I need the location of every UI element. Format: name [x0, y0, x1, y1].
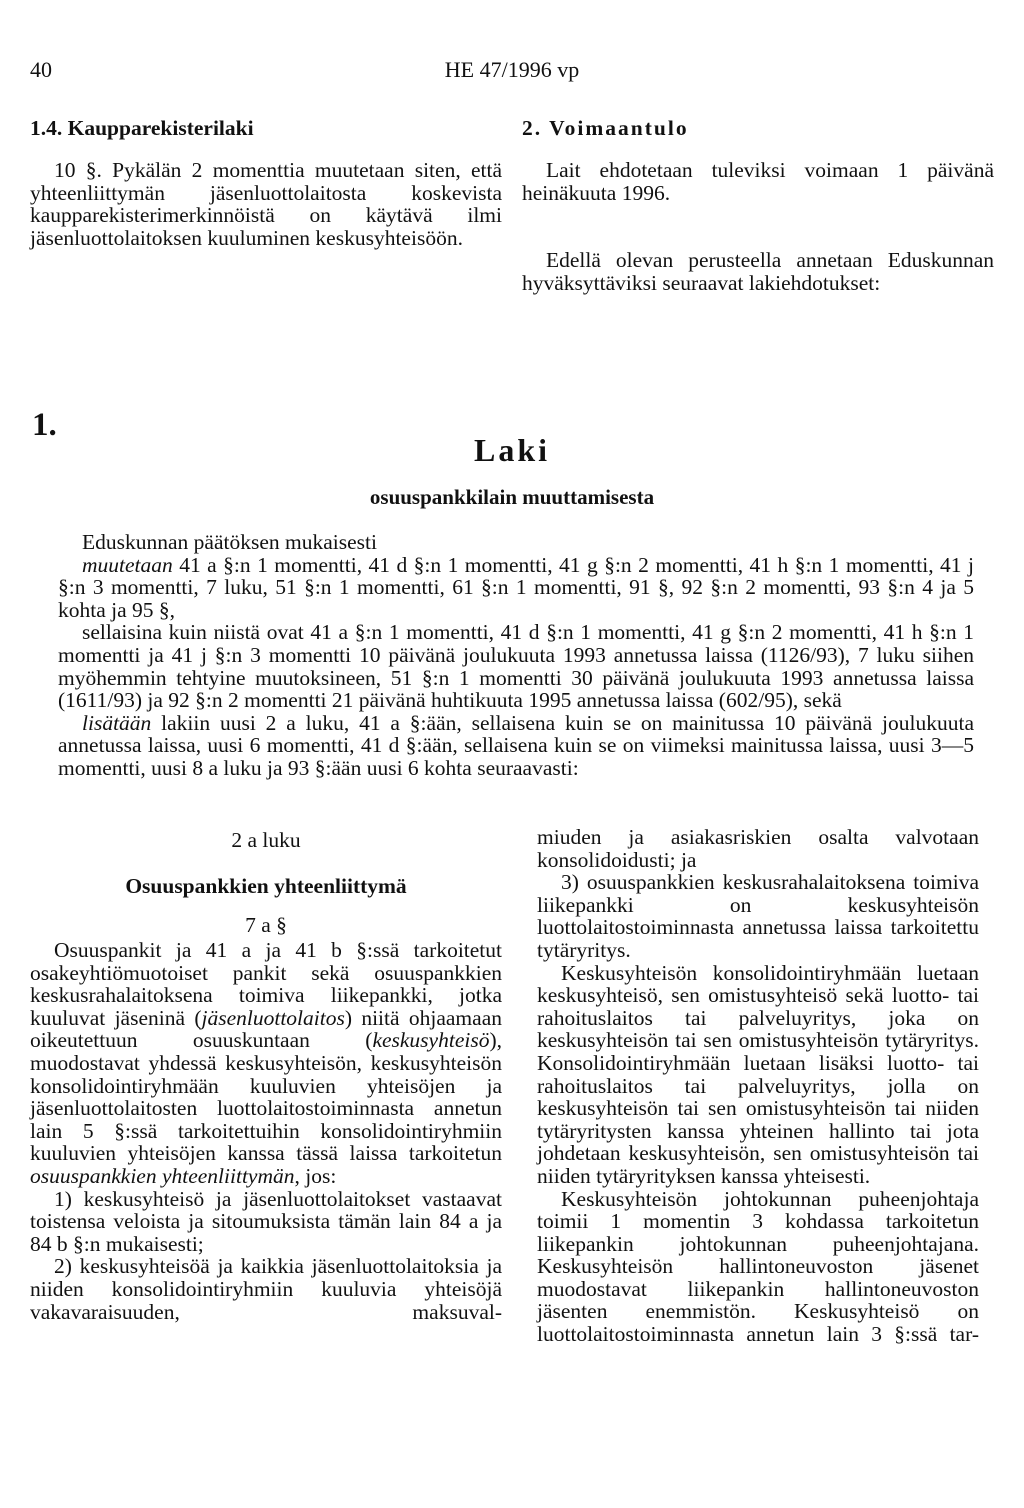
- law-number: 1.: [32, 407, 57, 443]
- p1-term-yhteenliittyma: osuuspankkien yhteenliittymän: [30, 1163, 295, 1188]
- muutetaan-word: muutetaan: [82, 552, 173, 577]
- list-item-2: 2) keskusyhteisöä ja kaikkia jäsenluottolaitoksia ja niiden konsolidointiryhmiin kuuluvia yhteisöjä vakavaraisuuden, maksuval-: [30, 1254, 502, 1324]
- lisataan-word: lisätään: [82, 710, 152, 735]
- section-paragraph-2: Keskusyhteisön konsolidointiryhmään luetaan keskusyhteisö, sen omistusyhteisö sekä luotto- tai rahoituslaitos tai palveluyritys, joka on keskusyhteisön tai sen omistusyhteisön tytäryritys. Konsolidointiryhmään luetaan lisäksi luotto- tai rahoituslaitos tai palveluyritys, jolla on keskusyhteisön tai sen omistusyhteisön tai niiden tytäryritysten kanssa yhteinen hallinto tai jota johdetaan keskusyhteisön, sen omistusyhteisön tai niiden tytäryrityksen kanssa yhteisesti.: [537, 960, 979, 1188]
- page-number: 40: [30, 57, 52, 82]
- paragraph-text: Edellä olevan perusteella annetaan Eduskunnan hyväksyttäviksi seuraavat lakiehdotukset:: [522, 248, 994, 295]
- section-paragraph-3: Keskusyhteisön johtokunnan puheenjohtaja toimii 1 momentin 3 kohdassa tarkoitetun liikepankin johtokunnan puheenjohtajana. Keskusyhteisön hallintoneuvoston jäsenet muodostavat liikepankin hallintoneuvoston jäsenten enemmistön. Keskusyhteisö on luottolaitostoiminnasta annetun lain 3 §:ssä tar-: [537, 1186, 979, 1347]
- chapter-title: Osuuspankkien yhteenliittymä: [125, 874, 407, 898]
- p1-term-keskusyhteiso: keskusyhteisö: [372, 1028, 490, 1053]
- right-column-body: [537, 826, 979, 1346]
- lisataan-text: lakiin uusi 2 a luku, 41 a §:ään, sellaisena kuin se on mainitussa 10 päivänä joulukuuta annetussa laissa, uusi 6 momentti, 41 d §:ään, sellaisena kuin se on viimeksi mainitussa laissa, uusi 3—5 momentti, uusi 8 a luku ja 93 §:ään uusi 6 kohta seuraavasti:: [58, 710, 974, 780]
- p1-text-d: , jos:: [294, 1163, 337, 1188]
- p1-term-jasenluottolaitos: jäsenluottolaitos: [201, 1005, 345, 1030]
- law-subtitle: osuuspankkilain muuttamisesta: [369, 485, 655, 509]
- preamble-muutetaan: [58, 554, 974, 622]
- section-heading-kaupparekisterilaki: 1.4. Kaupparekisterilaki: [30, 116, 254, 140]
- document-id: HE 47/1996 vp: [444, 57, 580, 82]
- list-item-1: 1) keskusyhteisö ja jäsenluottolaitokset vastaavat toistensa veloista ja sitoumuksista tämän lain 84 a ja 84 b §:n mukaisesti;: [30, 1186, 502, 1256]
- paragraph-text: Lait ehdotetaan tuleviksi voimaan 1 päivänä heinäkuuta 1996.: [522, 158, 994, 205]
- section-heading-voimaantulo: 2. Voimaantulo: [522, 116, 689, 140]
- list-item-2-continued: miuden ja asiakasriskien osalta valvotaan konsolidoidusti; ja: [537, 825, 979, 872]
- list-item-3: 3) osuuspankkien keskusrahalaitoksena toimiva liikepankki on keskusyhteisön luottolaitostoiminnasta annetussa laissa tarkoitettu tytäryritys.: [537, 870, 979, 962]
- preamble-lisataan: [58, 712, 974, 780]
- law-title: Laki: [473, 432, 551, 468]
- chapter-heading: 2 a luku: [231, 828, 301, 852]
- muutetaan-text: 41 a §:n 1 momentti, 41 d §:n 1 momentti, 41 g §:n 2 momentti, 41 h §:n 1 momentti, 41 j §:n 3 momentti, 7 luku, 51 §:n 1 momentti, 61 §:n 1 momentti, 91 §, 92 §:n 2 momentti, 93 §:n 4 ja 5 kohta ja 95 §,: [58, 552, 974, 622]
- preamble-sellaisina: sellaisina kuin niistä ovat 41 a §:n 1 momentti, 41 d §:n 1 momentti, 41 g §:n 2 momentti, 41 h §:n 1 momentti ja 41 j §:n 3 momentti 10 päivänä joulukuuta 1993 annetussa laissa (1126/93), 7 luku siihen myöhemmin tehtyine muutoksineen, 51 §:n 1 momentti 30 päivänä joulukuuta 1993 annetussa laissa (1611/93) ja 92 §:n 2 momentti 21 päivänä huhtikuuta 1995 annetussa laissa (602/95), sekä: [58, 620, 974, 713]
- section-paragraph-1: [30, 939, 502, 1188]
- paragraph-kaupparekisterilaki: [30, 159, 502, 249]
- paragraph-text: 10 §. Pykälän 2 momenttia muutetaan siten, että yhteenliittymän jäsenluottolaitosta koskevista kaupparekisterimerkinnöistä on käytävä ilmi jäsenluottolaitoksen kuuluminen keskusyhteisöön.: [30, 158, 502, 250]
- law-preamble: [58, 531, 974, 780]
- left-column-body: [30, 939, 502, 1323]
- section-number: 7 a §: [245, 913, 287, 937]
- paragraph-lakiehdotukset: [522, 249, 994, 294]
- p1-text-b: ) niitä ohjaamaan oikeutettuun osuuskuntaan (: [30, 1005, 502, 1053]
- p1-text-c: ), muodostavat yhdessä keskusyhteisön, keskusyhteisön konsolidointiryhmään kuuluvien yhteisöjen ja jäsenluottolaitosten luottolaitostoiminnasta annetun lain 5 §:ssä tarkoitettuihin konsolidointiryhmiin kuuluvien yhteisöjen kanssa tässä laissa tarkoitetun: [30, 1028, 502, 1166]
- p1-text-a: Osuuspankit ja 41 a ja 41 b §:ssä tarkoitetut osakeyhtiömuotoiset pankit sekä osuuspankkien keskusrahalaitoksena toimiva liikepankki, jotka kuuluvat jäseninä (: [30, 938, 502, 1030]
- preamble-intro: Eduskunnan päätöksen mukaisesti: [82, 530, 377, 554]
- paragraph-voimaantulo: [522, 159, 994, 204]
